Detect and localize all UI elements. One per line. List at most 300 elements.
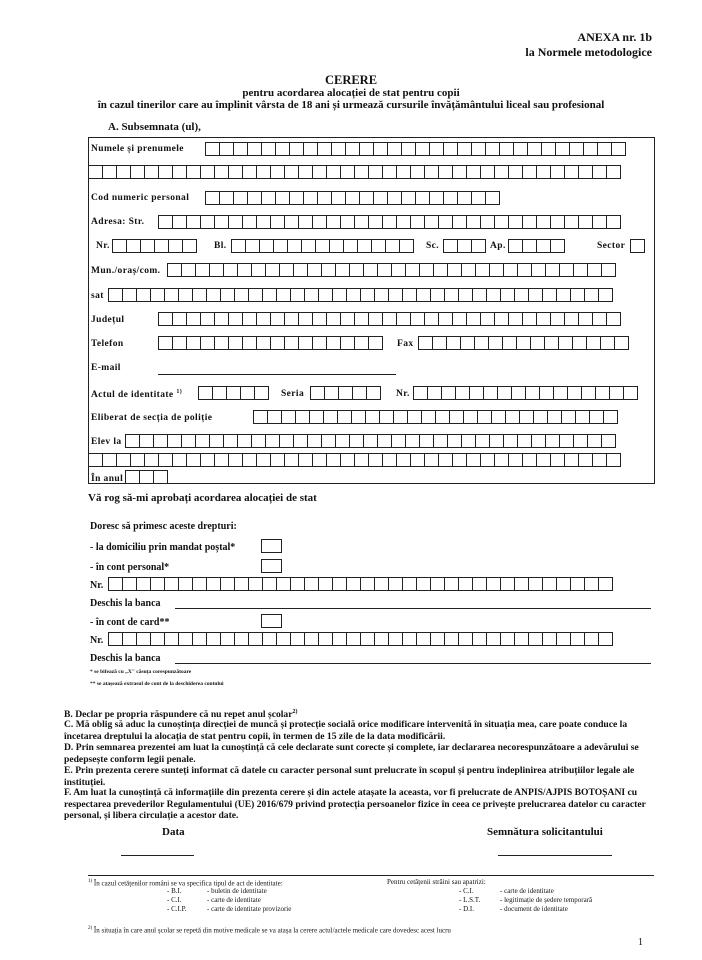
- form-cell[interactable]: [522, 312, 537, 326]
- form-cell[interactable]: [517, 263, 532, 277]
- form-cell[interactable]: [223, 434, 238, 448]
- form-cell[interactable]: [391, 434, 406, 448]
- form-cell[interactable]: [346, 632, 361, 646]
- form-cell[interactable]: [547, 410, 562, 424]
- form-cell[interactable]: [438, 165, 453, 179]
- form-cell[interactable]: [499, 142, 514, 156]
- form-cell[interactable]: [223, 263, 238, 277]
- form-cell[interactable]: [354, 336, 369, 350]
- form-cell[interactable]: [396, 165, 411, 179]
- form-cell[interactable]: [219, 142, 234, 156]
- form-cell[interactable]: [377, 434, 392, 448]
- form-cell[interactable]: [234, 577, 249, 591]
- fax-cells[interactable]: [418, 336, 628, 350]
- form-cell[interactable]: [186, 453, 201, 467]
- form-cell[interactable]: [245, 239, 260, 253]
- form-cell[interactable]: [536, 312, 551, 326]
- form-cell[interactable]: [321, 434, 336, 448]
- form-cell[interactable]: [424, 165, 439, 179]
- form-cell[interactable]: [444, 577, 459, 591]
- form-cell[interactable]: [564, 215, 579, 229]
- form-cell[interactable]: [242, 165, 257, 179]
- form-cell[interactable]: [413, 386, 428, 400]
- form-cell[interactable]: [471, 191, 486, 205]
- form-cell[interactable]: [466, 165, 481, 179]
- form-cell[interactable]: [228, 165, 243, 179]
- form-cell[interactable]: [331, 142, 346, 156]
- form-cell[interactable]: [214, 165, 229, 179]
- form-cell[interactable]: [116, 453, 131, 467]
- form-cell[interactable]: [368, 453, 383, 467]
- form-cell[interactable]: [570, 577, 585, 591]
- form-cell[interactable]: [553, 386, 568, 400]
- form-cell[interactable]: [388, 288, 403, 302]
- form-cell[interactable]: [578, 215, 593, 229]
- form-cell[interactable]: [326, 312, 341, 326]
- form-cell[interactable]: [427, 386, 442, 400]
- form-cell[interactable]: [298, 336, 313, 350]
- form-cell[interactable]: [480, 453, 495, 467]
- form-cell[interactable]: [382, 165, 397, 179]
- form-cell[interactable]: [298, 312, 313, 326]
- email-line[interactable]: [158, 374, 396, 375]
- form-cell[interactable]: [318, 577, 333, 591]
- form-cell[interactable]: [457, 239, 472, 253]
- form-cell[interactable]: [108, 577, 123, 591]
- form-cell[interactable]: [265, 263, 280, 277]
- form-cell[interactable]: [340, 336, 355, 350]
- form-cell[interactable]: [401, 142, 416, 156]
- form-cell[interactable]: [561, 410, 576, 424]
- form-cell[interactable]: [457, 142, 472, 156]
- form-cell[interactable]: [357, 239, 372, 253]
- form-cell[interactable]: [298, 165, 313, 179]
- form-cell[interactable]: [172, 165, 187, 179]
- form-cell[interactable]: [438, 453, 453, 467]
- form-cell[interactable]: [508, 165, 523, 179]
- form-cell[interactable]: [219, 191, 234, 205]
- form-cell[interactable]: [340, 312, 355, 326]
- form-cell[interactable]: [614, 336, 629, 350]
- form-cell[interactable]: [458, 632, 473, 646]
- form-cell[interactable]: [584, 632, 599, 646]
- form-cell[interactable]: [592, 215, 607, 229]
- account-nr-1-cells[interactable]: [108, 577, 612, 591]
- form-cell[interactable]: [494, 453, 509, 467]
- form-cell[interactable]: [522, 215, 537, 229]
- form-cell[interactable]: [382, 453, 397, 467]
- sector-cells[interactable]: [630, 239, 644, 253]
- form-cell[interactable]: [433, 434, 448, 448]
- form-cell[interactable]: [186, 336, 201, 350]
- form-cell[interactable]: [158, 453, 173, 467]
- form-cell[interactable]: [587, 263, 602, 277]
- bl-cells[interactable]: [231, 239, 413, 253]
- form-cell[interactable]: [424, 453, 439, 467]
- form-cell[interactable]: [471, 142, 486, 156]
- form-cell[interactable]: [125, 470, 140, 484]
- form-cell[interactable]: [415, 142, 430, 156]
- form-cell[interactable]: [466, 215, 481, 229]
- form-cell[interactable]: [536, 453, 551, 467]
- form-cell[interactable]: [446, 336, 461, 350]
- form-cell[interactable]: [435, 410, 450, 424]
- form-cell[interactable]: [458, 577, 473, 591]
- form-cell[interactable]: [483, 386, 498, 400]
- form-cell[interactable]: [444, 632, 459, 646]
- form-cell[interactable]: [186, 165, 201, 179]
- form-cell[interactable]: [273, 239, 288, 253]
- form-cell[interactable]: [500, 577, 515, 591]
- form-cell[interactable]: [298, 453, 313, 467]
- form-cell[interactable]: [374, 632, 389, 646]
- form-cell[interactable]: [471, 239, 486, 253]
- form-cell[interactable]: [508, 239, 523, 253]
- form-cell[interactable]: [550, 312, 565, 326]
- form-cell[interactable]: [457, 191, 472, 205]
- form-cell[interactable]: [262, 577, 277, 591]
- form-cell[interactable]: [181, 434, 196, 448]
- form-cell[interactable]: [539, 386, 554, 400]
- form-cell[interactable]: [276, 288, 291, 302]
- form-cell[interactable]: [259, 239, 274, 253]
- form-cell[interactable]: [290, 632, 305, 646]
- form-cell[interactable]: [598, 288, 613, 302]
- form-cell[interactable]: [374, 288, 389, 302]
- form-cell[interactable]: [466, 453, 481, 467]
- form-cell[interactable]: [332, 288, 347, 302]
- form-cell[interactable]: [332, 632, 347, 646]
- form-cell[interactable]: [228, 312, 243, 326]
- form-cell[interactable]: [531, 263, 546, 277]
- form-cell[interactable]: [88, 453, 103, 467]
- form-cell[interactable]: [270, 165, 285, 179]
- phone-cells[interactable]: [158, 336, 382, 350]
- form-cell[interactable]: [396, 453, 411, 467]
- form-cell[interactable]: [424, 215, 439, 229]
- form-cell[interactable]: [460, 336, 475, 350]
- form-cell[interactable]: [318, 632, 333, 646]
- form-cell[interactable]: [601, 434, 616, 448]
- form-cell[interactable]: [220, 577, 235, 591]
- form-cell[interactable]: [387, 142, 402, 156]
- form-cell[interactable]: [556, 632, 571, 646]
- form-cell[interactable]: [368, 336, 383, 350]
- form-cell[interactable]: [317, 191, 332, 205]
- form-cell[interactable]: [172, 336, 187, 350]
- form-cell[interactable]: [368, 165, 383, 179]
- bank-2-line[interactable]: [175, 663, 651, 664]
- form-cell[interactable]: [430, 577, 445, 591]
- form-cell[interactable]: [555, 142, 570, 156]
- form-cell[interactable]: [125, 434, 140, 448]
- form-cell[interactable]: [200, 453, 215, 467]
- form-cell[interactable]: [284, 165, 299, 179]
- form-cell[interactable]: [298, 215, 313, 229]
- form-cell[interactable]: [240, 386, 255, 400]
- form-cell[interactable]: [284, 312, 299, 326]
- form-cell[interactable]: [522, 165, 537, 179]
- form-cell[interactable]: [598, 577, 613, 591]
- form-cell[interactable]: [603, 410, 618, 424]
- form-cell[interactable]: [517, 434, 532, 448]
- form-cell[interactable]: [168, 239, 183, 253]
- form-cell[interactable]: [167, 263, 182, 277]
- form-cell[interactable]: [528, 577, 543, 591]
- form-cell[interactable]: [542, 577, 557, 591]
- form-cell[interactable]: [122, 632, 137, 646]
- form-cell[interactable]: [234, 632, 249, 646]
- sc-cells[interactable]: [443, 239, 485, 253]
- form-cell[interactable]: [569, 142, 584, 156]
- form-cell[interactable]: [233, 142, 248, 156]
- form-cell[interactable]: [186, 215, 201, 229]
- form-cell[interactable]: [287, 239, 302, 253]
- form-cell[interactable]: [365, 410, 380, 424]
- form-cell[interactable]: [254, 386, 269, 400]
- form-cell[interactable]: [363, 434, 378, 448]
- form-cell[interactable]: [564, 453, 579, 467]
- form-cell[interactable]: [410, 165, 425, 179]
- form-cell[interactable]: [354, 215, 369, 229]
- card-account-checkbox[interactable]: [261, 614, 282, 628]
- form-cell[interactable]: [284, 336, 299, 350]
- form-cell[interactable]: [178, 632, 193, 646]
- form-cell[interactable]: [284, 215, 299, 229]
- form-cell[interactable]: [508, 453, 523, 467]
- form-cell[interactable]: [373, 142, 388, 156]
- form-cell[interactable]: [421, 410, 436, 424]
- form-cell[interactable]: [343, 239, 358, 253]
- form-cell[interactable]: [399, 239, 414, 253]
- form-cell[interactable]: [150, 288, 165, 302]
- form-cell[interactable]: [206, 288, 221, 302]
- form-cell[interactable]: [494, 165, 509, 179]
- form-cell[interactable]: [309, 410, 324, 424]
- signature-line[interactable]: [498, 855, 612, 856]
- form-cell[interactable]: [205, 191, 220, 205]
- form-cell[interactable]: [474, 336, 489, 350]
- form-cell[interactable]: [595, 386, 610, 400]
- form-cell[interactable]: [139, 434, 154, 448]
- form-cell[interactable]: [416, 288, 431, 302]
- form-cell[interactable]: [242, 453, 257, 467]
- form-cell[interactable]: [360, 288, 375, 302]
- form-cell[interactable]: [178, 577, 193, 591]
- form-cell[interactable]: [293, 434, 308, 448]
- form-cell[interactable]: [226, 386, 241, 400]
- form-cell[interactable]: [200, 215, 215, 229]
- form-cell[interactable]: [544, 336, 559, 350]
- form-cell[interactable]: [606, 165, 621, 179]
- form-cell[interactable]: [606, 215, 621, 229]
- account-nr-2-cells[interactable]: [108, 632, 612, 646]
- form-cell[interactable]: [326, 215, 341, 229]
- form-cell[interactable]: [587, 434, 602, 448]
- form-cell[interactable]: [575, 410, 590, 424]
- form-cell[interactable]: [275, 142, 290, 156]
- form-cell[interactable]: [153, 434, 168, 448]
- form-cell[interactable]: [205, 142, 220, 156]
- form-cell[interactable]: [242, 336, 257, 350]
- form-cell[interactable]: [592, 453, 607, 467]
- form-cell[interactable]: [401, 191, 416, 205]
- form-cell[interactable]: [158, 215, 173, 229]
- form-cell[interactable]: [416, 577, 431, 591]
- form-cell[interactable]: [500, 632, 515, 646]
- form-cell[interactable]: [528, 632, 543, 646]
- form-cell[interactable]: [136, 632, 151, 646]
- form-cell[interactable]: [354, 165, 369, 179]
- form-cell[interactable]: [444, 288, 459, 302]
- form-cell[interactable]: [429, 142, 444, 156]
- form-cell[interactable]: [234, 288, 249, 302]
- form-cell[interactable]: [485, 142, 500, 156]
- form-cell[interactable]: [262, 288, 277, 302]
- form-cell[interactable]: [326, 453, 341, 467]
- form-cell[interactable]: [415, 191, 430, 205]
- form-cell[interactable]: [276, 632, 291, 646]
- form-cell[interactable]: [228, 453, 243, 467]
- form-cell[interactable]: [447, 434, 462, 448]
- form-cell[interactable]: [164, 288, 179, 302]
- form-cell[interactable]: [345, 142, 360, 156]
- form-cell[interactable]: [559, 434, 574, 448]
- form-cell[interactable]: [303, 142, 318, 156]
- form-cell[interactable]: [290, 288, 305, 302]
- form-cell[interactable]: [405, 434, 420, 448]
- form-cell[interactable]: [373, 191, 388, 205]
- form-cell[interactable]: [130, 453, 145, 467]
- form-cell[interactable]: [368, 215, 383, 229]
- form-cell[interactable]: [102, 165, 117, 179]
- form-cell[interactable]: [438, 312, 453, 326]
- form-cell[interactable]: [108, 288, 123, 302]
- form-cell[interactable]: [195, 263, 210, 277]
- form-cell[interactable]: [329, 239, 344, 253]
- form-cell[interactable]: [279, 434, 294, 448]
- form-cell[interactable]: [295, 410, 310, 424]
- form-cell[interactable]: [598, 632, 613, 646]
- form-cell[interactable]: [410, 215, 425, 229]
- form-cell[interactable]: [326, 165, 341, 179]
- form-cell[interactable]: [391, 263, 406, 277]
- form-cell[interactable]: [494, 312, 509, 326]
- form-cell[interactable]: [265, 434, 280, 448]
- form-cell[interactable]: [214, 312, 229, 326]
- form-cell[interactable]: [472, 577, 487, 591]
- form-cell[interactable]: [486, 632, 501, 646]
- form-cell[interactable]: [267, 410, 282, 424]
- form-cell[interactable]: [352, 386, 367, 400]
- form-cell[interactable]: [214, 215, 229, 229]
- form-cell[interactable]: [346, 288, 361, 302]
- form-cell[interactable]: [242, 215, 257, 229]
- form-cell[interactable]: [158, 336, 173, 350]
- form-cell[interactable]: [251, 263, 266, 277]
- name-cells-row-1[interactable]: [205, 142, 625, 156]
- form-cell[interactable]: [545, 434, 560, 448]
- form-cell[interactable]: [559, 263, 574, 277]
- bank-1-line[interactable]: [175, 608, 651, 609]
- form-cell[interactable]: [589, 410, 604, 424]
- form-cell[interactable]: [275, 191, 290, 205]
- form-cell[interactable]: [270, 336, 285, 350]
- form-cell[interactable]: [550, 165, 565, 179]
- form-cell[interactable]: [377, 263, 392, 277]
- personal-account-checkbox[interactable]: [261, 559, 282, 573]
- form-cell[interactable]: [606, 453, 621, 467]
- form-cell[interactable]: [433, 263, 448, 277]
- form-cell[interactable]: [578, 453, 593, 467]
- form-cell[interactable]: [430, 288, 445, 302]
- form-cell[interactable]: [237, 263, 252, 277]
- form-cell[interactable]: [122, 288, 137, 302]
- form-cell[interactable]: [186, 312, 201, 326]
- form-cell[interactable]: [564, 312, 579, 326]
- form-cell[interactable]: [237, 434, 252, 448]
- form-cell[interactable]: [310, 386, 325, 400]
- form-cell[interactable]: [363, 263, 378, 277]
- form-cell[interactable]: [502, 336, 517, 350]
- form-cell[interactable]: [192, 288, 207, 302]
- form-cell[interactable]: [312, 165, 327, 179]
- form-cell[interactable]: [592, 165, 607, 179]
- form-cell[interactable]: [536, 239, 551, 253]
- form-cell[interactable]: [338, 386, 353, 400]
- form-cell[interactable]: [304, 288, 319, 302]
- cnp-cells[interactable]: [205, 191, 499, 205]
- form-cell[interactable]: [528, 288, 543, 302]
- form-cell[interactable]: [359, 142, 374, 156]
- form-cell[interactable]: [388, 632, 403, 646]
- form-cell[interactable]: [516, 336, 531, 350]
- form-cell[interactable]: [545, 263, 560, 277]
- form-cell[interactable]: [324, 386, 339, 400]
- form-cell[interactable]: [461, 263, 476, 277]
- form-cell[interactable]: [519, 410, 534, 424]
- form-cell[interactable]: [511, 386, 526, 400]
- form-cell[interactable]: [290, 577, 305, 591]
- form-cell[interactable]: [192, 577, 207, 591]
- form-cell[interactable]: [214, 336, 229, 350]
- form-cell[interactable]: [475, 434, 490, 448]
- form-cell[interactable]: [393, 410, 408, 424]
- form-cell[interactable]: [385, 239, 400, 253]
- form-cell[interactable]: [220, 288, 235, 302]
- form-cell[interactable]: [485, 191, 500, 205]
- form-cell[interactable]: [387, 191, 402, 205]
- form-cell[interactable]: [366, 386, 381, 400]
- form-cell[interactable]: [242, 312, 257, 326]
- form-cell[interactable]: [623, 386, 638, 400]
- form-cell[interactable]: [182, 239, 197, 253]
- form-cell[interactable]: [550, 215, 565, 229]
- form-cell[interactable]: [256, 336, 271, 350]
- form-cell[interactable]: [500, 288, 515, 302]
- form-cell[interactable]: [592, 312, 607, 326]
- form-cell[interactable]: [326, 336, 341, 350]
- form-cell[interactable]: [321, 263, 336, 277]
- form-cell[interactable]: [233, 191, 248, 205]
- form-cell[interactable]: [438, 215, 453, 229]
- form-cell[interactable]: [536, 215, 551, 229]
- form-cell[interactable]: [312, 215, 327, 229]
- form-cell[interactable]: [349, 263, 364, 277]
- form-cell[interactable]: [178, 288, 193, 302]
- form-cell[interactable]: [198, 386, 213, 400]
- form-cell[interactable]: [270, 453, 285, 467]
